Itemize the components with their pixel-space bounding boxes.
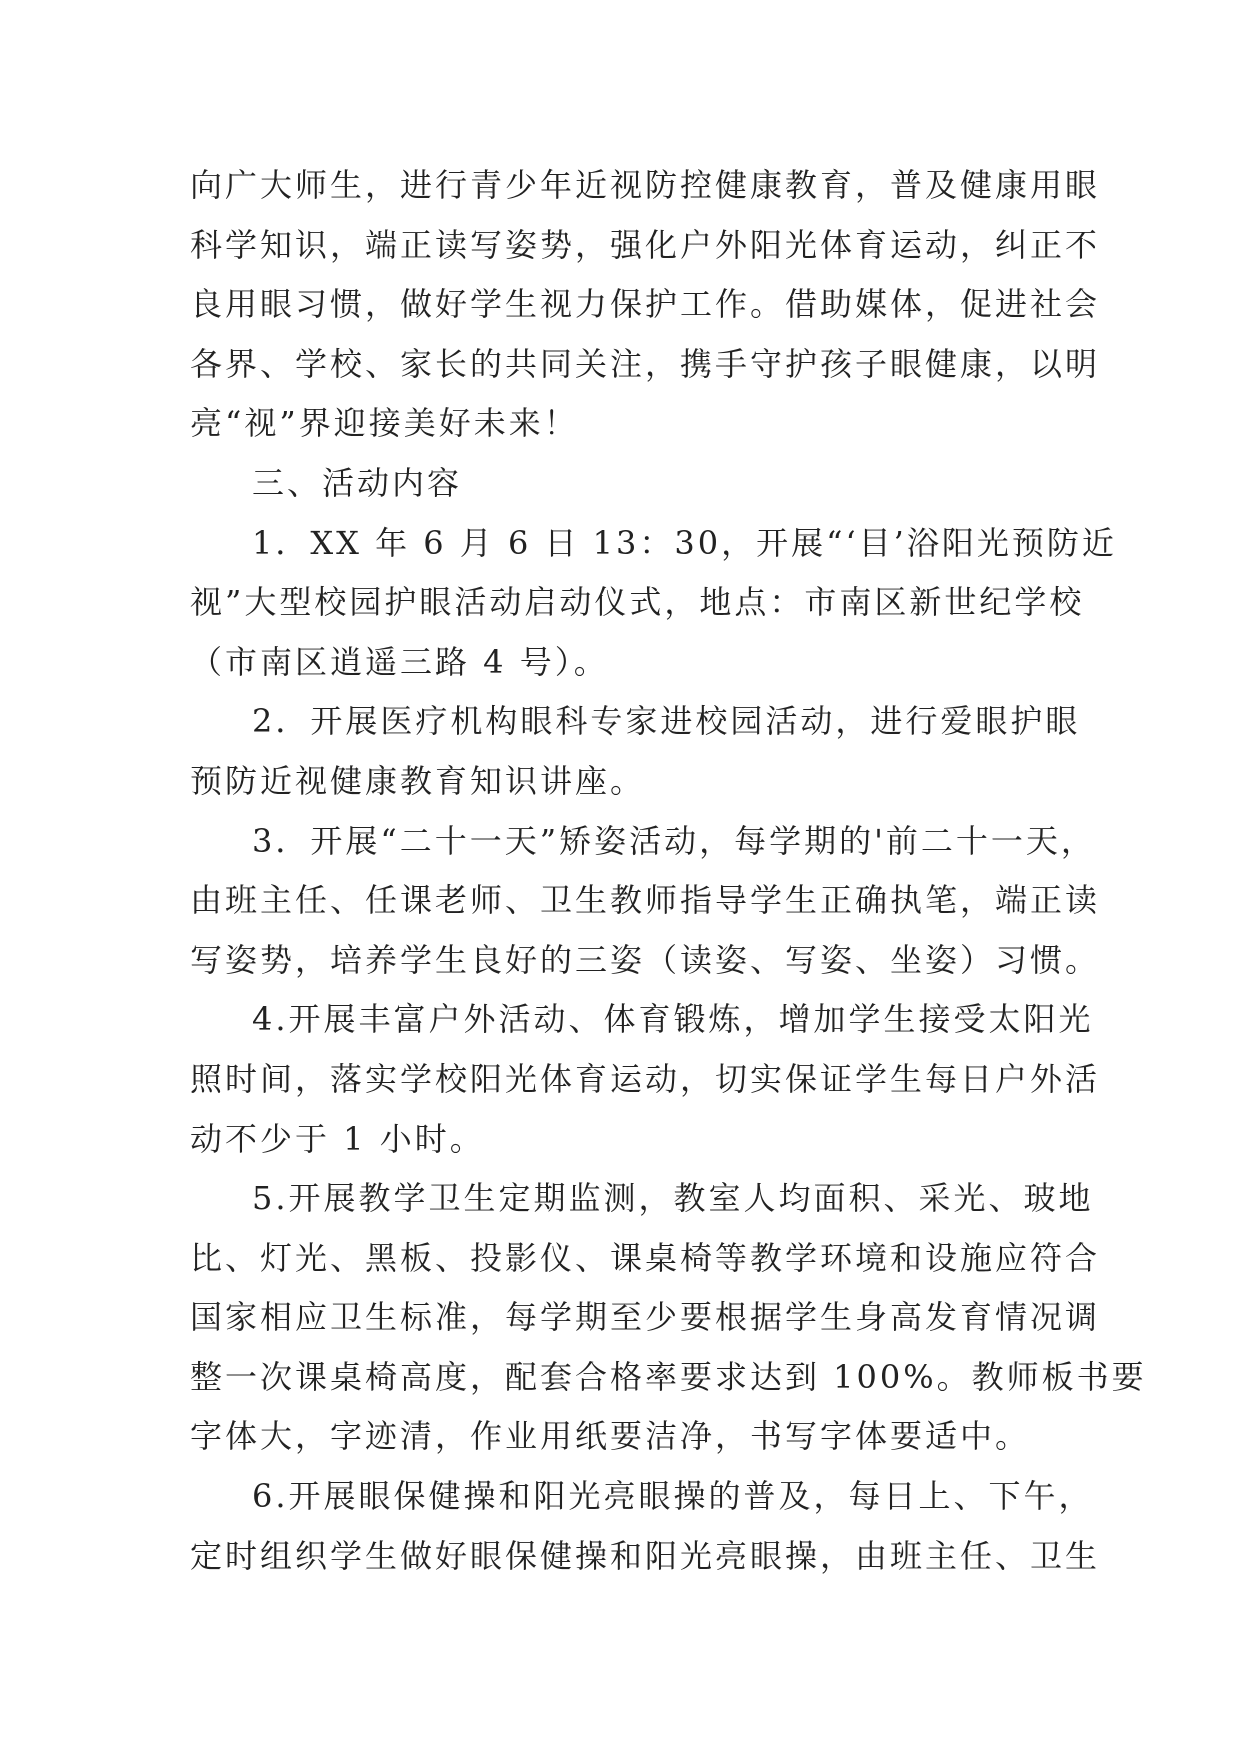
text-line: 各界、学校、家长的共同关注，携手守护孩子眼健康，以明 [190, 345, 1101, 383]
text-line: 4.开展丰富户外活动、体育锻炼，增加学生接受太阳光 [252, 1000, 1094, 1038]
text-line: 视”大型校园护眼活动启动仪式，地点：市南区新世纪学校 [190, 583, 1085, 621]
text-line: 国家相应卫生标准，每学期至少要根据学生身高发育情况调 [190, 1298, 1101, 1336]
text-line: 写姿势，培养学生良好的三姿（读姿、写姿、坐姿）习惯。 [190, 941, 1101, 979]
text-line: 向广大师生，进行青少年近视防控健康教育，普及健康用眼 [190, 166, 1101, 204]
text-line: 动不少于 1 小时。 [190, 1120, 485, 1158]
text-line: 定时组织学生做好眼保健操和阳光亮眼操，由班主任、卫生 [190, 1537, 1101, 1575]
text-line: （市南区逍遥三路 4 号）。 [190, 643, 609, 681]
text-line: 5.开展教学卫生定期监测，教室人均面积、采光、玻地 [252, 1179, 1094, 1217]
text-line: 由班主任、任课老师、卫生教师指导学生正确执笔，端正读 [190, 881, 1101, 919]
text-line: 比、灯光、黑板、投影仪、课桌椅等教学环境和设施应符合 [190, 1239, 1101, 1277]
text-line: 3．开展“二十一天”矫姿活动，每学期的'前二十一天， [252, 822, 1096, 860]
text-line: 字体大，字迹清，作业用纸要洁净，书写字体要适中。 [190, 1417, 1031, 1455]
text-line: 照时间，落实学校阳光体育运动，切实保证学生每日户外活 [190, 1060, 1101, 1098]
text-line: 2．开展医疗机构眼科专家进校园活动，进行爱眼护眼 [252, 702, 1081, 740]
text-line: 整一次课桌椅高度，配套合格率要求达到 100%。教师板书要 [190, 1358, 1147, 1396]
text-line: 良用眼习惯，做好学生视力保护工作。借助媒体，促进社会 [190, 285, 1101, 323]
text-line: 科学知识，端正读写姿势，强化户外阳光体育运动，纠正不 [190, 226, 1101, 264]
text-line: 亮“视”界迎接美好未来！ [190, 404, 579, 442]
section-heading: 三、活动内容 [252, 464, 463, 502]
text-line: 1．XX 年 6 月 6 日 13：30，开展“‘目’浴阳光预防近 [252, 524, 1117, 562]
text-line: 6.开展眼保健操和阳光亮眼操的普及，每日上、下午， [252, 1477, 1094, 1515]
text-line: 预防近视健康教育知识讲座。 [190, 762, 646, 800]
